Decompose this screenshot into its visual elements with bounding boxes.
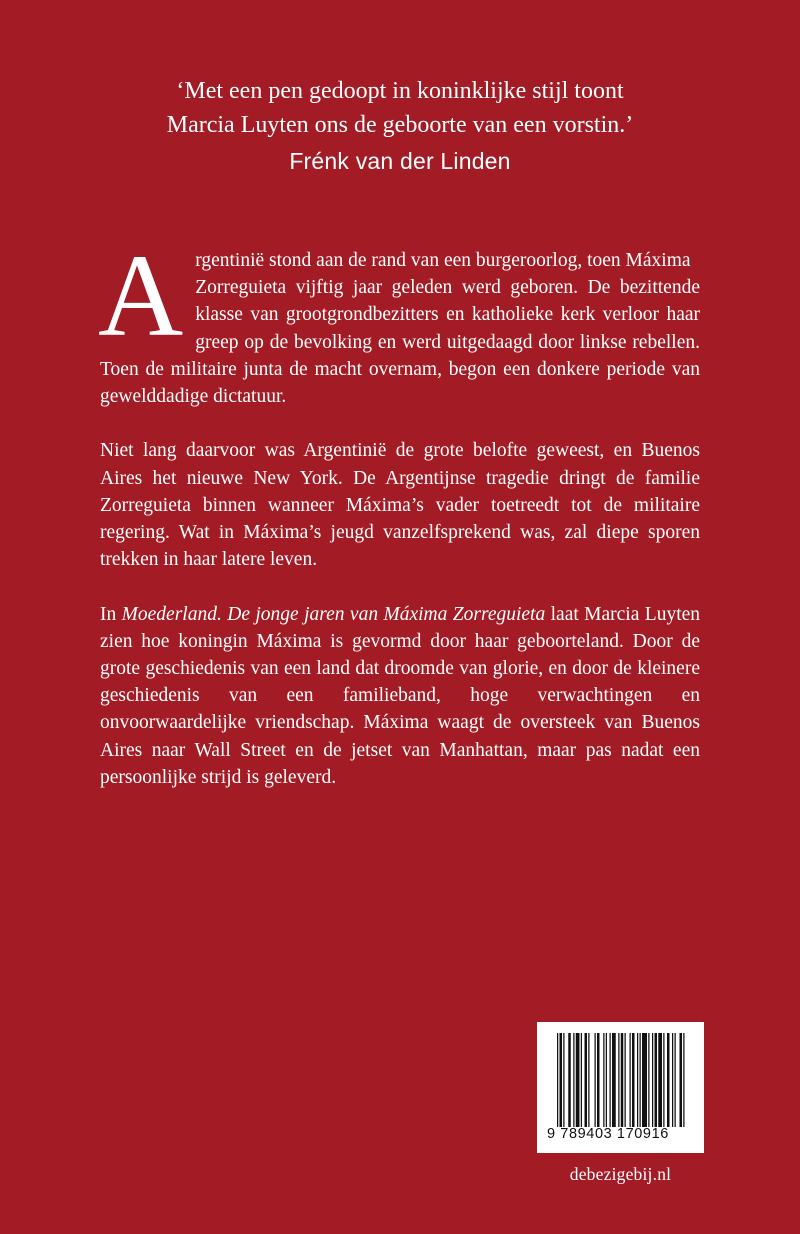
barcode-bar	[595, 1033, 596, 1127]
barcode-bar	[573, 1033, 574, 1127]
quote-line-2: Marcia Luyten ons de geboorte van een vorstin.’	[166, 112, 634, 138]
isbn-number: 9 789403 170916	[547, 1126, 669, 1142]
paragraph-3-rest: laat Marcia Luyten zien hoe koningin Máxima is gevormd door haar geboorteland. Door de grote geschiedenis van een land dat droomde van glorie, en door de kleinere geschiedenis van een familieband, hoge verwachtingen en onvoorwaardelijke vriendschap. Máxima waagt de oversteek van Buenos Aires naar Wall Street en de jetset van Manhattan, maar pas nadat een persoonlijke strijd is geleverd.	[100, 603, 701, 788]
barcode-bar	[675, 1033, 676, 1127]
barcode-bar	[603, 1033, 604, 1127]
barcode-bar	[683, 1033, 684, 1127]
barcode-bar	[667, 1033, 670, 1127]
quote-author: Frénk van der Linden	[289, 148, 511, 174]
drop-cap: A	[98, 230, 184, 361]
blurb-paragraph-3	[100, 601, 700, 791]
blurb-text	[98, 230, 701, 818]
barcode-bar	[630, 1033, 631, 1127]
barcode-bar	[568, 1033, 571, 1127]
barcode-bar	[597, 1033, 600, 1127]
barcode-bar	[606, 1033, 607, 1127]
blurb-paragraph-2: Niet lang daarvoor was Argentinië de grote belofte geweest, en Buenos Aires het nieuwe New York. De Argentijnse tragedie dringt de familie Zorreguieta binnen wanneer Máxima’s vader toetreedt tot de militaire regering. Wat in Máxima’s jeugd vanzelfsprekend was, zal diepe sporen trekken in haar latere leven.	[100, 440, 700, 571]
publisher-website: debezigebij.nl	[569, 1164, 672, 1184]
barcode-bar	[625, 1033, 626, 1127]
book-title: Moederland. De jonge jaren van Máxima Zorreguieta	[121, 603, 546, 625]
paragraph-3-prefix: In	[100, 603, 117, 625]
barcode-bar	[563, 1033, 564, 1127]
barcode-bar	[648, 1033, 649, 1127]
barcode-bar	[672, 1033, 673, 1127]
barcode-bar	[588, 1033, 589, 1127]
barcode-bar	[680, 1033, 683, 1127]
barcode-bar	[621, 1033, 624, 1127]
barcode-bar	[663, 1033, 664, 1127]
barcode-bar	[560, 1033, 563, 1127]
barcode-bar	[612, 1033, 616, 1127]
barcode-bar	[581, 1033, 582, 1127]
barcode-bar	[576, 1033, 580, 1127]
barcode-bar	[652, 1033, 653, 1127]
barcode-bar	[610, 1033, 611, 1127]
quote-line-1: ‘Met een pen gedoopt in koninklijke stijl toont	[176, 78, 624, 104]
paragraph-1-lead: rgentinië stond aan de rand van een burgeroorlog, toen Máxima	[195, 250, 691, 271]
barcode-bar	[632, 1033, 635, 1127]
barcode-bar	[637, 1033, 638, 1127]
barcode-bar	[585, 1033, 588, 1127]
paragraph-1-rest: Zorreguieta vijftig jaar geleden werd geboren. De bezittende klasse van grootgrondbezitters en katholieke kerk verloor haar greep op de bevolking en werd uitgedaagd door linkse rebellen. Toen de militaire junta de macht overnam, begon een donkere periode van gewelddadige dictatuur.	[100, 277, 700, 408]
isbn-barcode	[537, 1022, 704, 1153]
barcode-bar	[640, 1033, 641, 1127]
barcode-bar	[655, 1033, 658, 1127]
barcode-bar	[618, 1033, 619, 1127]
barcode-bar	[557, 1033, 558, 1127]
barcode-bars	[557, 1033, 687, 1127]
endorsement-quote	[0, 74, 800, 179]
barcode-bar	[658, 1033, 662, 1127]
blurb-paragraph-1	[98, 230, 700, 410]
barcode-bar	[642, 1033, 647, 1127]
